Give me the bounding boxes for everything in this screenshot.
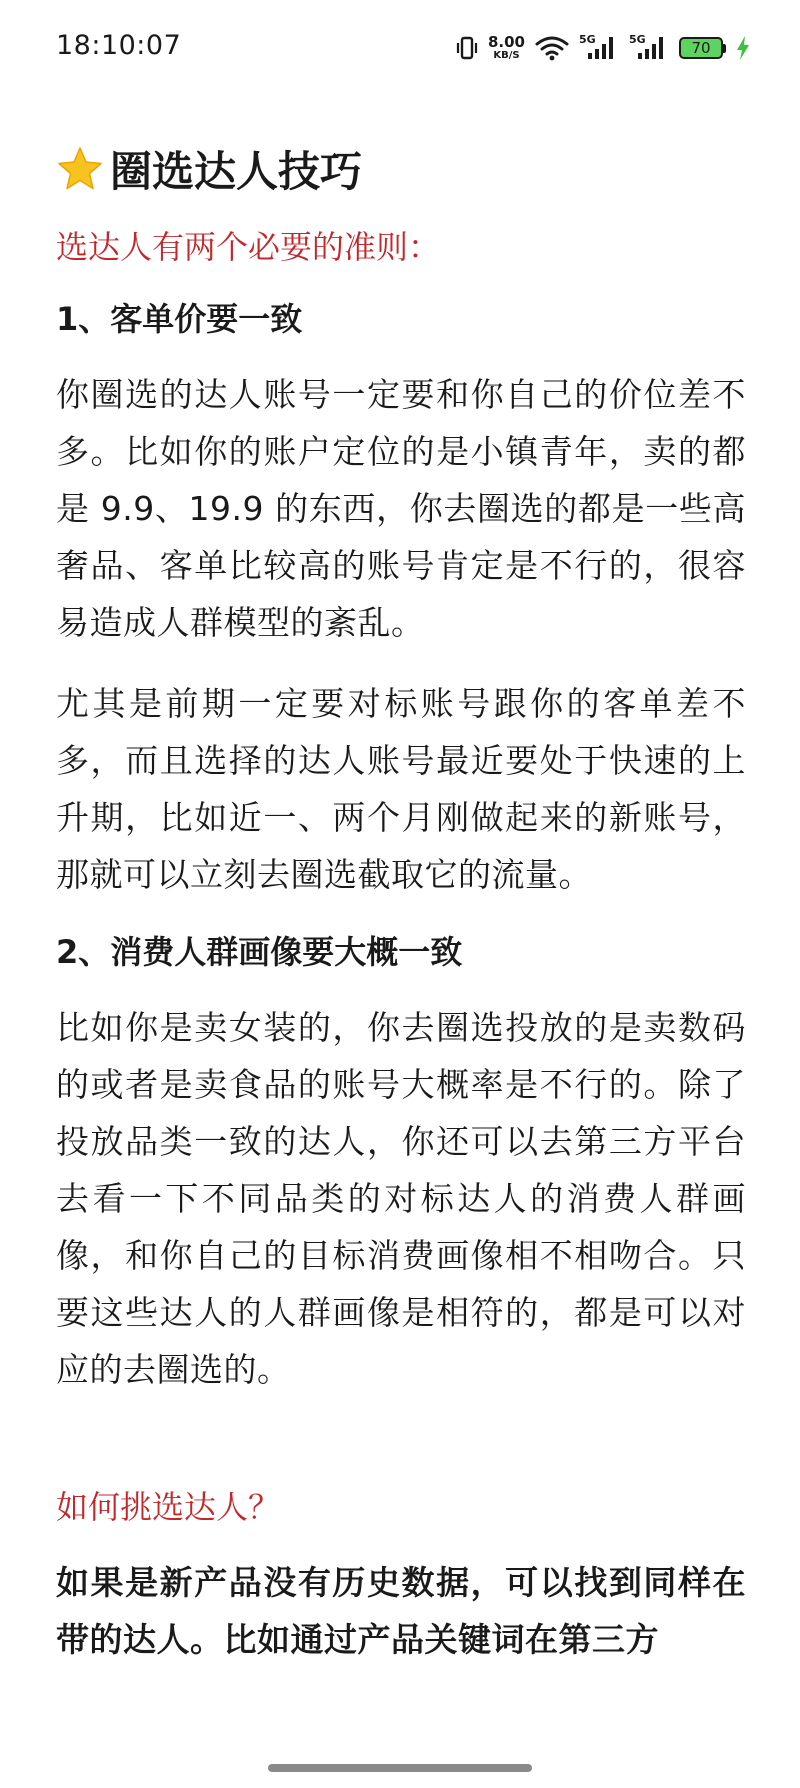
signal-icon-sim2 [629,33,669,63]
signal-label-sim2: 5G [629,33,646,46]
paragraph-price-1: 你圈选的达人账号一定要和你自己的价位差不多。比如你的账户定位的是小镇青年，卖的都是 9.9、19.9 的东西，你去圈选的都是一些高奢品、客单比较高的账号肯定是不行的，很容易造成人群模型的紊乱。 [56,375,746,642]
network-speed-value: 8.00 [487,33,525,51]
article-content [56,138,746,1692]
charging-icon [736,35,750,61]
article-title-text: 圈选达人技巧 [110,147,363,196]
battery-level: 70 [679,37,723,59]
paragraph-new-product: 如果是新产品没有历史数据，可以找到同样在带的达人。比如通过产品关键词在第三方 [56,1563,746,1659]
battery-icon [679,37,726,59]
home-indicator[interactable] [268,1764,532,1772]
section-title-audience: 2、消费人群画像要大概一致 [56,933,463,971]
subheading-criteria: 选达人有两个必要的准则： [56,228,441,266]
vibrate-icon [456,35,478,61]
status-bar [0,0,800,96]
star-emoji-icon [56,145,104,193]
article-title [56,138,746,200]
signal-label-sim1: 5G [579,33,596,46]
subheading-how-to-choose: 如何挑选达人？ [56,1488,281,1526]
section-spacer [56,1422,746,1482]
status-time: 18:10:07 [56,30,182,61]
status-icons [456,30,750,66]
paragraph-price-2: 尤其是前期一定要对标账号跟你的客单差不多，而且选择的达人账号最近要处于快速的上升期，比如近一、两个月刚做起来的新账号，那就可以立刻去圈选截取它的流量。 [56,684,746,894]
network-speed [488,35,525,61]
network-speed-unit: KB/S [493,50,520,61]
signal-icon-sim1 [579,33,619,63]
wifi-icon [535,35,569,61]
section-title-price: 1、客单价要一致 [56,300,303,338]
paragraph-audience: 比如你是卖女装的，你去圈选投放的是卖数码的或者是卖食品的账号大概率是不行的。除了投放品类一致的达人，你还可以去第三方平台去看一下不同品类的对标达人的消费人群画像，和你自己的目标消费画像相不相吻合。只要这些达人的人群画像是相符的，都是可以对应的去圈选的。 [56,1008,746,1389]
